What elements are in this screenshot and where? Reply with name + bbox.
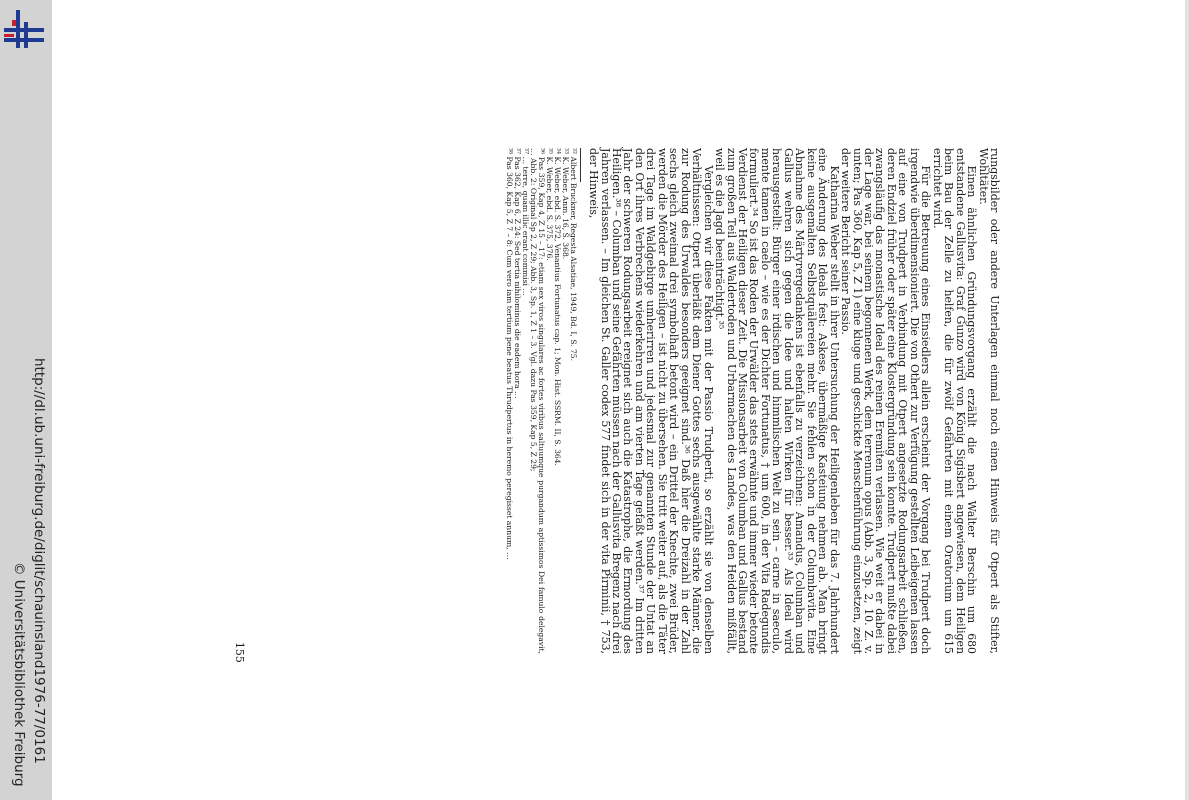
footnote-rule bbox=[580, 148, 581, 182]
footnote: ³⁷ Pas 362, Kap 6, Z 24: Sed tertia nihilominus die eadem hora … bbox=[513, 148, 523, 399]
page-number: 155 bbox=[233, 642, 246, 663]
footnote: ³⁸ Pas 360, Kap 5, Z 7 – 8: Cum vero iam tertium pene beatus Thrudpertus in heremo peregisset annum, … bbox=[505, 148, 515, 560]
copyright-notice: © Universitätsbibliothek Freiburg bbox=[11, 562, 27, 787]
paragraph: Einen ähnlichen Gründungsvorgang erzählt die nach Walter Berschin um 680 entstandene Gallusvita: Graf Gunzo wird von König Sigisbert angewiesen, dem Heiligen beim Bau der Zelle zu helfen, die für zwölf Gefährten mit einem Oratorium um 615 errichtet wird. bbox=[930, 148, 979, 654]
footnote: ³⁷ … terre, quam illic erant commisi … bbox=[521, 148, 531, 296]
scanned-page bbox=[506, 148, 1000, 654]
paragraph: Für die Betreuung eines Einsiedlers allein erscheint der Vorgang bei Trudpert doch irgendwie überdimensioniert. Die von Othert zur Verfügung gestellten Leibeigenen lassen auf eine von Trudpert in Verbindung mit Otpert angesetzte Rodungsarbeit schließen, deren Endziel früher oder später eine Klostergründung sein konnte. Trudpert mußte dabei zwangsläufig das monastische Ideal des reinen Eremiten verlassen. Wie weit er dabei in der Lage war, bei seinem begonnenen Werk, dem terrenum opus (Abb. 3, Sp. 2, 10. Z. v. unten; Pas 360, Kap 5, Z 1) eine kluge und geschickte Menschenführung einzusetzen, zeigt der weitere Bericht seiner Passio. bbox=[839, 148, 933, 654]
document-url[interactable]: http://dl.ub.uni-freiburg.de/diglit/schauinsland1976-77/0161 bbox=[31, 358, 47, 764]
sidebar bbox=[0, 0, 52, 800]
paragraph: Vergleichen wir diese Fakten mit der Passio Trudperti, so erzählt sie von denselben Verhältnissen: Otpert überläßt dem Diener Gottes sechs ausgewählte starke Männer, die zur Rodung des Urwaldes besonders geeignet sind.³⁶ Daß hier die Dreizahl in der Zahl sechs gleich zweimal drei symbolhaft betont wird – ein Drittel der Knechte, zwei Brüder, werden die Mörder des Heiligen – ist nicht zu übersehen. Sie tritt weiter auf, als die Täter drei Tage im Waldgebirge umherirren und jedesmal zur genannten Stunde der Untat an den Ort ihres Verbrechens wiederkehren und am vierten Tage gefaßt werden.³⁷ Im dritten Jahr der schweren Rodungsarbeit ereignet sich auch die Katastrophe, die Ermordung des Heiligen.³⁸ – Columban und seine Gefährten müssen nach der Gallusvita Bregenz nach drei Jahren verlassen. – Im gleichen St. Galler codex 577 findet sich in der vita Pirminii, † 753, der Hinweis, bbox=[587, 148, 715, 654]
footnote: ³² Albert Bruckner, Regesta Alsatiae, 1949, Bd. I, S. 75. bbox=[568, 148, 578, 362]
footnote: ³⁶ Pas 359, Kap 4, Z 15 – 17: etiam sex viros singulares ac fortes viribus saltuumque purgandum aptissimos Dei famulo delegavit, … Abb. 2: Original Sp 2, Z 29; Abb. 3, Sp. 1, Z 1 – 3. Vgl. dazu Pas 359, Kap 5, Z 29; bbox=[529, 148, 547, 654]
footnote: ³⁴ K. Weber, ebd. S. 372, Venantius Fortunatus cap. 1; Mon. Hist. SSRM. II, S. 364. bbox=[552, 148, 562, 466]
footnote: ³³ K. Weber, Anm. 16, S. 368. bbox=[560, 148, 570, 260]
university-logo-icon bbox=[2, 8, 46, 50]
scrollbar[interactable] bbox=[1185, 0, 1189, 800]
paragraph: rungsbilder oder andere Unterlagen einmal noch einen Hinweis für Otpert als Stifter, Wohltäter. bbox=[976, 148, 1001, 654]
footnote: ³⁵ K. Weber, ebd. S. 375, 376. bbox=[544, 148, 554, 261]
paragraph: Katharina Weber stellt in ihrer Untersuchung der Heiligenleben für das 7. Jahrhundert eine Änderung des Ideals fest: Askese, übermäßige Kasteiung nehmen ab. Man bringt keine ausgemalten Selbstquälereien mehr. Sie fehlen schon in der Columbavita. Eine Abnahme des Märtyrergedankens ist ebenfalls zu verzeichnen: Amandus, Columban und Gallus wehren sich gegen die Idee und halten Wirken für besser.³³ Als Ideal wird herausgestellt: Bürger einer irdischen und himmlischen Welt zu sein – carne in saeculo, mente tamen in caelo – wie es der Dichter Fortunatus, † um 600, in der Vita Radegundis formuliert.³⁴ So ist das Roden der Urwälder das stets erwähnte und immer wieder betonte Verdienst der Heiligen dieser Zeit. Die Missionsarbeit von Columban und Gallus bestand zum großen Teil aus Waldertoden und Urbarmachen des Landes, was den Heiden mißfällt, weil es die Jagd beeinträchtigt.³⁵ bbox=[713, 148, 841, 654]
